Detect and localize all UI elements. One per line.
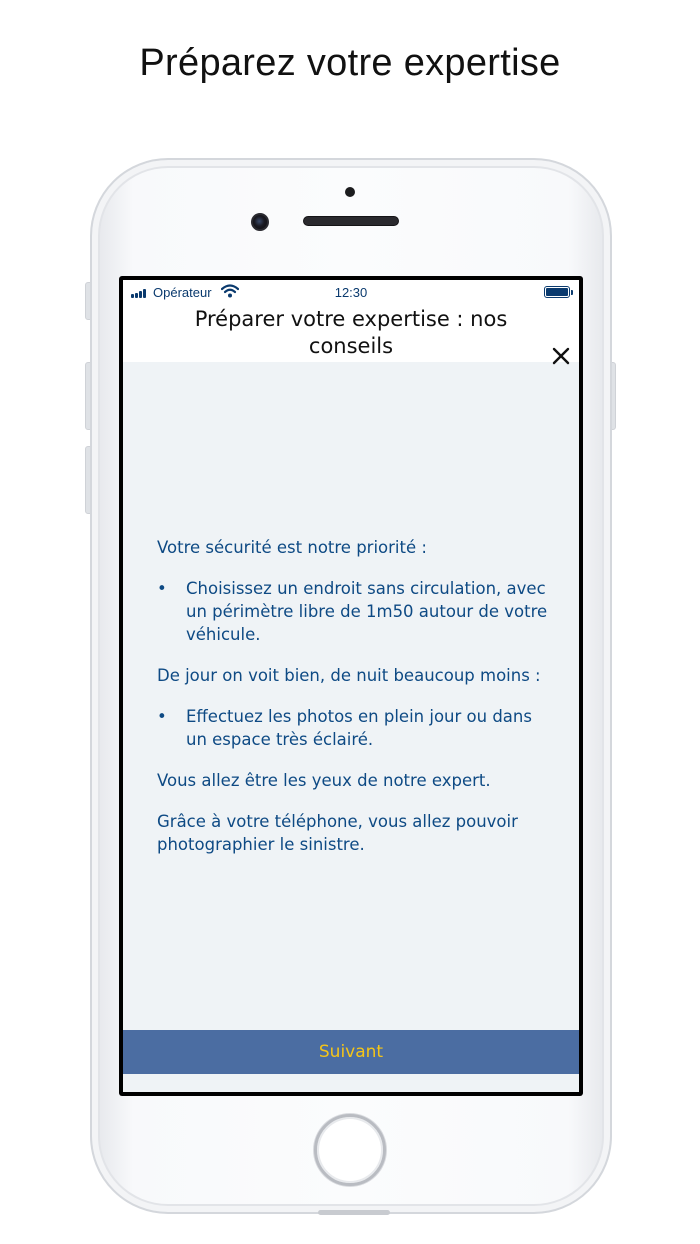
bullet-text-light: Effectuez les photos en plein jour ou dans un espace très éclairé. bbox=[186, 707, 532, 749]
advice-content bbox=[157, 536, 549, 874]
bottom-safe-area bbox=[123, 1074, 579, 1092]
list-item bbox=[157, 577, 549, 646]
close-icon[interactable] bbox=[551, 346, 571, 366]
light-intro: De jour on voit bien, de nuit beaucoup moins : bbox=[157, 666, 541, 685]
eyes-text: Vous allez être les yeux de notre expert. bbox=[157, 771, 491, 790]
front-camera bbox=[251, 213, 269, 231]
battery-fill bbox=[546, 288, 568, 296]
phone-bottom-edge bbox=[318, 1210, 390, 1215]
list-item bbox=[157, 705, 549, 751]
navigation-bar bbox=[123, 304, 579, 362]
bullet-icon: • bbox=[157, 707, 167, 726]
safety-intro: Votre sécurité est notre priorité : bbox=[157, 538, 427, 557]
earpiece-speaker bbox=[303, 216, 399, 226]
carrier-name: Opérateur bbox=[153, 285, 212, 300]
bullet-icon: • bbox=[157, 579, 167, 598]
nav-title: Préparer votre expertise : nos conseils bbox=[194, 307, 508, 358]
status-bar bbox=[123, 280, 579, 304]
bullet-text-safety: Choisissez un endroit sans circulation, avec un périmètre libre de 1m50 autour de votre véhicule. bbox=[186, 579, 548, 644]
next-button[interactable]: Suivant bbox=[123, 1030, 579, 1074]
battery-icon bbox=[544, 286, 570, 298]
battery-tip bbox=[571, 290, 573, 295]
phone-text: Grâce à votre téléphone, vous allez pouvoir photographier le sinistre. bbox=[157, 812, 518, 854]
status-time: 12:30 bbox=[334, 285, 368, 300]
page-heading: Préparez votre expertise bbox=[139, 42, 561, 84]
proximity-sensor bbox=[345, 187, 355, 197]
app-screen bbox=[123, 280, 579, 1092]
home-button[interactable] bbox=[314, 1114, 386, 1186]
